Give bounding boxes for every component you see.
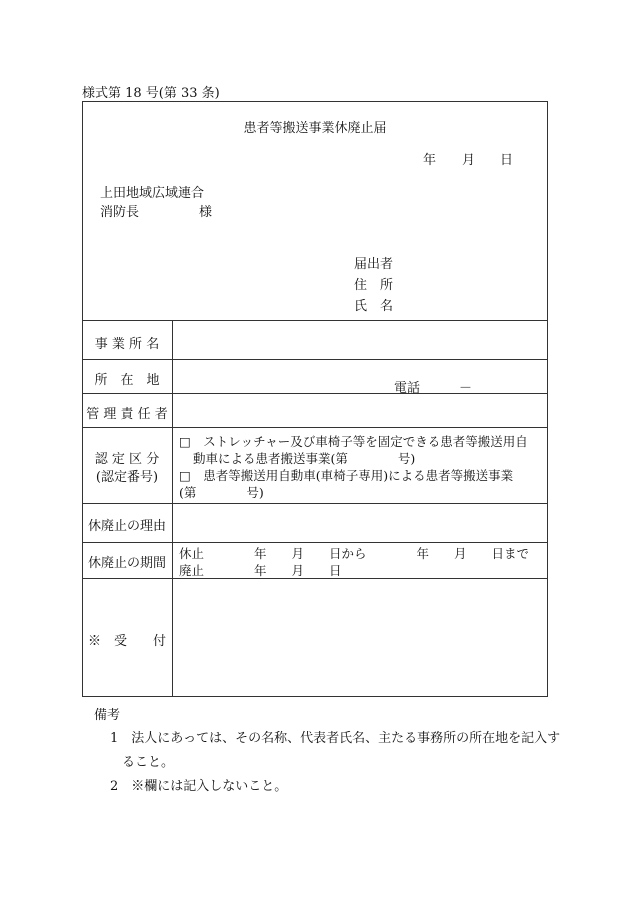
row-divider (82, 503, 548, 504)
form-number: 様式第 18 号(第 33 条) (82, 86, 220, 101)
row-divider (82, 359, 548, 360)
abolish-period: 廃止 年 月 日 (179, 563, 342, 578)
category-option-2-cont: (第 号) (179, 485, 264, 500)
category-number-label: (認定番号) (95, 470, 159, 485)
row-divider (82, 542, 548, 543)
applicant-address-label: 住 所 (354, 278, 394, 293)
office-name-label: 事 業 所 名 (94, 337, 160, 352)
applicant-name-label: 氏 名 (354, 299, 394, 314)
category-option-1-cont: 動車による患者搬送事業(第 号) (193, 451, 416, 466)
category-label: 認 定 区 分 (94, 452, 160, 467)
notes-heading: 備考 (94, 708, 121, 723)
category-option-2: □ 患者等搬送用自動車(車椅子専用)による患者等搬送事業 (179, 468, 514, 483)
date-year: 年 (423, 153, 437, 168)
note-2: 2 ※欄には記入しないこと。 (110, 779, 288, 794)
note-1: 1 法人にあっては、その名称、代表者氏名、主たる事務所の所在地を記入す (110, 731, 561, 746)
reception-label: ※ 受 付 (87, 634, 166, 649)
suspend-period: 休止 年 月 日から 年 月 日まで (179, 546, 530, 561)
manager-label: 管 理 責 任 者 (86, 407, 168, 422)
note-1-cont: ること。 (122, 755, 175, 770)
row-divider (82, 320, 548, 321)
phone-label: 電話 － (394, 381, 473, 396)
category-option-1: □ ストレッチャー及び車椅子等を固定できる患者等搬送用自 (179, 434, 528, 449)
form-title: 患者等搬送事業休廃止届 (243, 121, 387, 136)
row-divider (82, 427, 548, 428)
date-day: 日 (500, 153, 514, 168)
column-divider (172, 320, 173, 697)
location-label: 所 在 地 (94, 373, 160, 388)
period-label: 休廃止の期間 (87, 556, 166, 571)
row-divider (82, 393, 548, 394)
reason-label: 休廃止の理由 (87, 519, 166, 534)
addressee-honorific: 様 (199, 205, 213, 220)
addressee-org: 上田地域広域連合 (100, 186, 205, 201)
date-month: 月 (462, 153, 476, 168)
addressee-title: 消防長 (100, 205, 140, 220)
applicant-label: 届出者 (354, 257, 394, 272)
